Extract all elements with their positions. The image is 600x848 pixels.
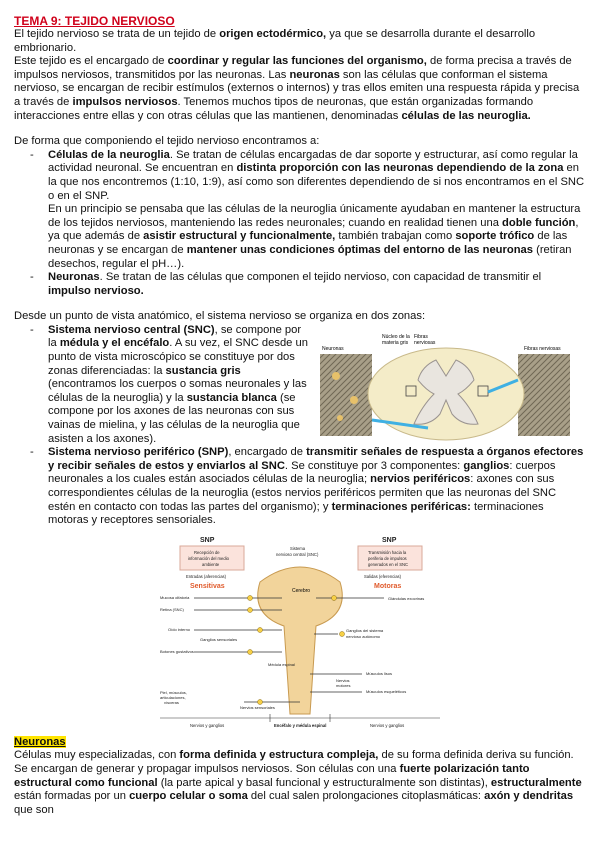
list-item-snc [48, 324, 586, 446]
label: generados en el SNC [368, 561, 409, 567]
paragraph-neuroglia-function [48, 203, 586, 271]
label: Retina (SNC) [160, 606, 184, 612]
text: de forma precisa a través de impulsos nerviosos, transmitidos por las neuronas. Las [14, 55, 572, 81]
bold-text: doble función [502, 216, 576, 229]
bold-text: coordinar y regular las funciones del organismo, [167, 55, 427, 68]
label: Mucosa olfatoria [160, 594, 190, 600]
bold-text: origen ectodérmico, [219, 28, 327, 40]
paragraph-function [14, 55, 586, 123]
snc-text [48, 324, 312, 446]
text: (la parte apical y basal funcional y estructuralmente son distintas), [157, 776, 491, 789]
text: En un principio se pensaba que las células de la neuroglia únicamente ayudaban en mantener la estructura de los tejidos nerviosos, manteniendo las redes neuronales; cuando en realidad tienen una [48, 203, 581, 229]
text: , encargado de [228, 446, 307, 459]
label: Fibras nerviosas [524, 345, 561, 352]
motoras-label: Motoras [374, 582, 402, 590]
label: Piel, músculos, [160, 689, 187, 695]
bold-text: células de las neuroglia. [401, 109, 531, 122]
components-list [14, 149, 586, 299]
label: Nervios y ganglios [370, 722, 405, 728]
label: Oído interno [168, 626, 191, 632]
text: : cuerpos neuronales a los cuales están asociados células de la neuroglia; [48, 459, 556, 486]
label: Neuronas [322, 345, 344, 352]
nervous-system-diagram [150, 534, 450, 730]
spinal-cord-figure [318, 330, 574, 442]
label: nerviosas [414, 339, 436, 346]
label: Nervios y ganglios [190, 722, 225, 728]
label: Músculos esqueléticos [366, 688, 407, 694]
label: motores [336, 682, 351, 688]
text: El tejido nervioso se trata de un tejido de [14, 28, 220, 40]
text: son las células que conforman el sistema nervioso, se encargan de recibir estímulos (externos o internos) y tras ellos emiten una respuesta rápida y precisa a través de [14, 68, 580, 108]
bold-text: Sistema nervioso periférico (SNP) [48, 446, 229, 459]
text: ya que se desarrolla durante el desarrollo embrionario. [14, 28, 536, 54]
bold-text: impulsos nerviosos [72, 95, 178, 108]
text: : axones con sus correspondientes células de la neuroglia (estos nervios periféricos permiten que las neuronas del SNC estén en contacto con todas las partes del organismo); y [48, 473, 557, 513]
cerebro-label: Cerebro [292, 587, 311, 594]
bold-text: estructuralmente [490, 776, 582, 789]
label: Nervios sensoriales [240, 704, 275, 710]
bold-text: cuerpo celular o soma [129, 790, 248, 803]
micrograph-left [320, 354, 372, 436]
bold-text: terminaciones periféricas: [331, 500, 471, 513]
highlighted-heading: Neuronas [14, 735, 66, 748]
text: están formadas por un [14, 790, 130, 803]
section-heading-neuronas [14, 736, 586, 750]
bold-text: Sistema nervioso central (SNC) [48, 323, 215, 336]
text: del cual salen prolongaciones citoplasmáticas: [247, 790, 485, 803]
text: (se compone por los axones de las neuronas con sus vainas de mielina, y las células de la neuroglia que asisten a los axones). [48, 391, 300, 445]
paragraph-intro [14, 28, 586, 55]
micrograph-right [518, 354, 570, 436]
text: también trabajan como [335, 230, 456, 243]
text: . Se tratan de las células que componen el tejido nervioso, con capacidad de transmitir el [99, 271, 542, 284]
zones-list [14, 324, 586, 528]
list-item-neuronas [48, 271, 586, 298]
text: Células muy especializadas, con [14, 749, 180, 762]
text: Este tejido es el encargado de [14, 55, 168, 68]
bold-text: Células de la neuroglia [48, 148, 170, 161]
label: Ganglios del sistema [346, 627, 384, 633]
text: . Tenemos muchos tipos de neuronas, que están organizadas formando interacciones entre ellas y con otras células que las mantienen, denominadas [14, 95, 534, 122]
bold-text: forma definida y estructura compleja, [179, 749, 379, 762]
label: Entradas (aferencias) [186, 573, 227, 579]
label: articulaciones, [160, 694, 186, 700]
label: Recepción de [194, 549, 220, 555]
paragraph-neuronas [14, 749, 586, 817]
paragraph-anatomy: Desde un punto de vista anatómico, el sistema nervioso se organiza en dos zonas: [14, 310, 426, 323]
text: . Se constituye por 3 componentes: [284, 459, 464, 472]
bold-text: nervios periféricos [370, 473, 471, 486]
label: materia gris [382, 339, 409, 346]
label: nervioso central (SNC) [276, 551, 319, 557]
label: Encéfalo y médula espinal [274, 722, 327, 728]
text: (retiran desechos, regular el pH…). [48, 243, 572, 270]
bold-text: sustancia gris [165, 364, 241, 377]
label: Botones gustativos [160, 648, 194, 654]
bold-text: neuronas [289, 68, 340, 81]
bold-text: soporte trófico [455, 230, 535, 243]
bold-text: Neuronas [48, 271, 100, 284]
label: Fibras [414, 333, 428, 340]
paragraph-components: De forma que componiendo el tejido nervioso encontramos a: [14, 135, 320, 148]
bold-text: impulso nervioso. [48, 284, 144, 297]
page-title: TEMA 9: TEJIDO NERVIOSO [14, 14, 175, 28]
label: Músculos lisos [366, 670, 393, 676]
label: Nervios [336, 677, 350, 683]
label: Transmisión hacia la [368, 549, 407, 555]
text: terminaciones motoras y receptores sensoriales. [48, 500, 544, 527]
text: de su forma definida deriva su función. Se encargan de generar y propagar impulsos nerviosos. Son células con una [14, 749, 574, 775]
bold-text: asistir estructural y funcionalmente, [143, 230, 336, 243]
bold-text: axón y dendritas [484, 790, 574, 803]
text: en la que nos encontremos (1:10, 1:9), así como son diferentes dependiendo de si nos encontramos en el SNC o en el SNP. [48, 162, 585, 202]
text: . A su vez, el SNC desde un punto de vista microscópico se constituye por dos zonas diferenciadas: la [48, 337, 308, 377]
text: . Se tratan de células encargadas de dar soporte y estructurar, así como regular la actividad neuronal. Se encuentran en [48, 148, 578, 175]
text: , ya que además de [48, 216, 579, 243]
bold-text: sustancia blanca [186, 391, 277, 404]
label: ambiente [202, 561, 220, 567]
bold-text: médula y el encéfalo [59, 337, 170, 350]
snp-left-label: SNP [200, 536, 215, 544]
label: vísceras [164, 699, 179, 705]
label: nervioso autónomo [346, 633, 381, 639]
list-item-neuroglia [48, 149, 586, 271]
label: Médula espinal [268, 661, 295, 667]
bold-text: distinta proporción con las neuronas dependiendo de la zona [236, 162, 564, 175]
bold-text: mantener unas condiciones óptimas del entorno de las neuronas [186, 243, 533, 256]
bold-text: transmitir señales de respuesta a órganos efectores y recibir señales de estos y enviarlos al SNC [48, 446, 584, 472]
label: información del medio [188, 555, 229, 561]
label: Salidas (eferencias) [364, 573, 402, 579]
label: Ganglios sensoriales [200, 636, 238, 642]
sensitivas-label: Sensitivas [190, 582, 225, 590]
label: periferia de impulsos [368, 555, 407, 561]
text: (encontramos los cuerpos o somas neuronales y las células de la neuroglia) y la [48, 378, 307, 404]
text: de las neuronas y se encargan de [48, 230, 568, 256]
label: Sistema [290, 545, 306, 551]
bold-text: fuerte polarización tanto estructural como funcional [14, 762, 530, 789]
list-item-snp [48, 446, 586, 528]
bold-text: ganglios [463, 459, 510, 472]
text: que son [14, 803, 54, 816]
snp-right-label: SNP [382, 536, 397, 544]
text: , se compone por la [48, 323, 302, 350]
label: Núcleo de la [382, 333, 410, 340]
label: Glándulas exocrinas [388, 595, 425, 601]
